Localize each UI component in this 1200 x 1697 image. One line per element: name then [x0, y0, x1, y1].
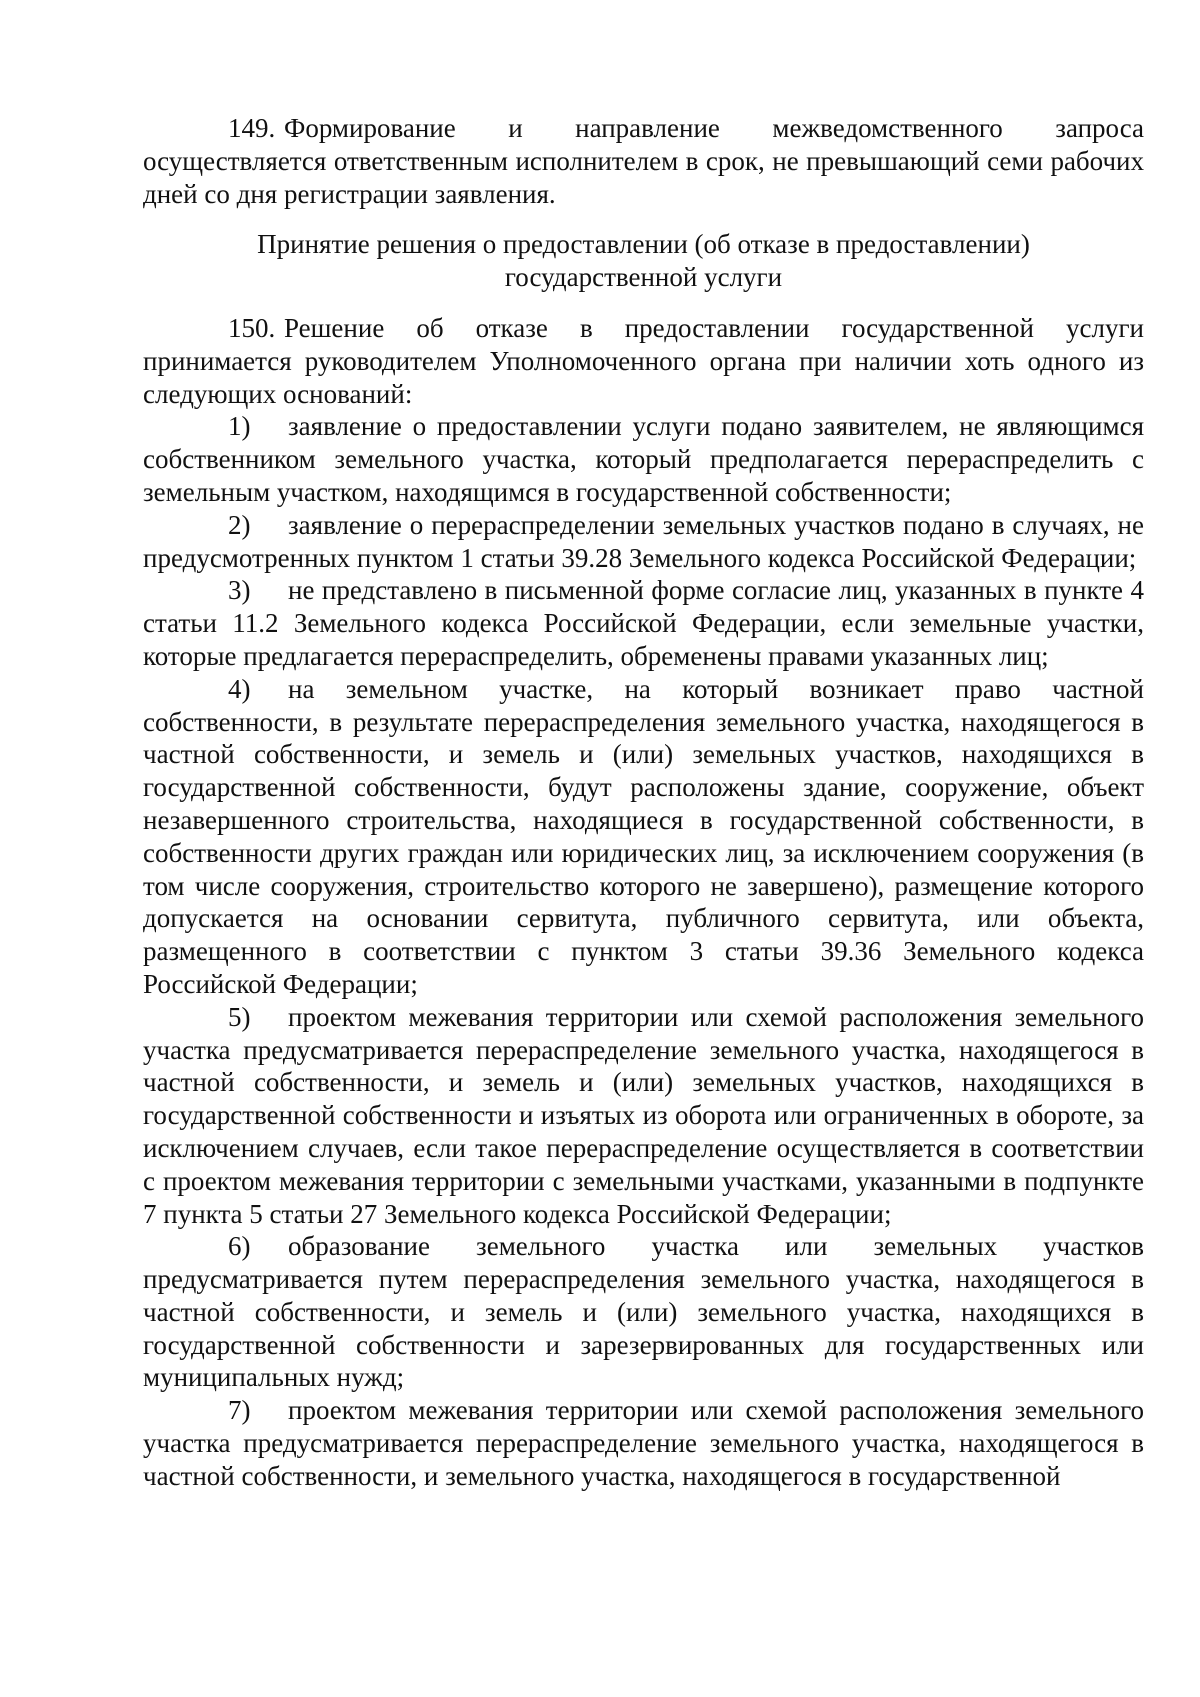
paragraph-149	[143, 112, 1144, 210]
paragraph-number: 149.	[228, 113, 276, 143]
list-item-text: образование земельного участка или земельных участков предусматривается путем перераспределения земельного участка, находящегося в частной собственности, и земель и (или) земельного участка, находящихся в государственной собственности и зарезервированных для государственных или муниципальных нужд;	[143, 1231, 1144, 1393]
list-item-number: 4)	[228, 673, 251, 704]
list-item-text: проектом межевания территории или схемой расположения земельного участка предусматривается перераспределение земельного участка, находящегося в частной собственности, и земельного участка, находящегося в государственной	[143, 1395, 1144, 1491]
list-item-6	[143, 1230, 1144, 1394]
list-item-number: 3)	[228, 575, 251, 606]
list-item-2	[143, 509, 1144, 575]
list-item-number: 5)	[228, 1001, 251, 1032]
paragraph-text: Решение об отказе в предоставлении государственной услуги принимается руководителем Уполномоченного органа при наличии хоть одного из следующих оснований:	[143, 312, 1144, 409]
list-item-4	[143, 673, 1144, 1001]
section-heading	[143, 228, 1144, 294]
document-page	[143, 112, 1144, 1493]
paragraph-number: 150.	[228, 312, 276, 343]
paragraph-150	[143, 312, 1144, 410]
list-item-number: 7)	[228, 1395, 251, 1426]
list-item-text: заявление о перераспределении земельных участков подано в случаях, не предусмотренных пунктом 1 статьи 39.28 Земельного кодекса Российской Федерации;	[143, 509, 1144, 573]
paragraph-text: Формирование и направление межведомственного запроса осуществляется ответственным исполнителем в срок, не превышающий семи рабочих дней со дня регистрации заявления.	[143, 113, 1144, 209]
section-heading-line-1: Принятие решения о предоставлении (об отказе в предоставлении)	[257, 229, 1030, 260]
list-item-text: не представлено в письменной форме согласие лиц, указанных в пункте 4 статьи 11.2 Земельного кодекса Российской Федерации, если земельные участки, которые предлагается перераспределить, обременены правами указанных лиц;	[143, 575, 1144, 671]
list-item-5	[143, 1001, 1144, 1231]
list-item-number: 1)	[228, 411, 251, 442]
list-item-number: 6)	[228, 1231, 251, 1262]
list-item-text: на земельном участке, на который возникает право частной собственности, в результате перераспределения земельного участка, находящегося в частной собственности, и земель и (или) земельных участков, находящихся в государственной собственности, будут расположены здание, сооружение, объект незавершенного строительства, находящиеся в государственной собственности, в собственности других граждан или юридических лиц, за исключением сооружения (в том числе сооружения, строительство которого не завершено), размещение которого допускается на основании сервитута, публичного сервитута, или объекта, размещенного в соответствии с пунктом 3 статьи 39.36 Земельного кодекса Российской Федерации;	[143, 673, 1144, 999]
list-item-1	[143, 410, 1144, 508]
list-item-text: заявление о предоставлении услуги подано заявителем, не являющимся собственником земельного участка, который предполагается перераспределить с земельным участком, находящимся в государственной собственности;	[143, 411, 1144, 507]
list-item-text: проектом межевания территории или схемой расположения земельного участка предусматривается перераспределение земельного участка, находящегося в частной собственности, и земель и (или) земельных участков, находящихся в государственной собственности и изъятых из оборота или ограниченных в обороте, за исключением случаев, если такое перераспределение осуществляется в соответствии с проектом межевания территории с земельными участками, указанными в подпункте 7 пункта 5 статьи 27 Земельного кодекса Российской Федерации;	[143, 1001, 1144, 1229]
section-heading-line-2: государственной услуги	[504, 262, 783, 293]
list-item-3	[143, 574, 1144, 672]
list-item-7	[143, 1394, 1144, 1492]
list-item-number: 2)	[228, 509, 251, 540]
